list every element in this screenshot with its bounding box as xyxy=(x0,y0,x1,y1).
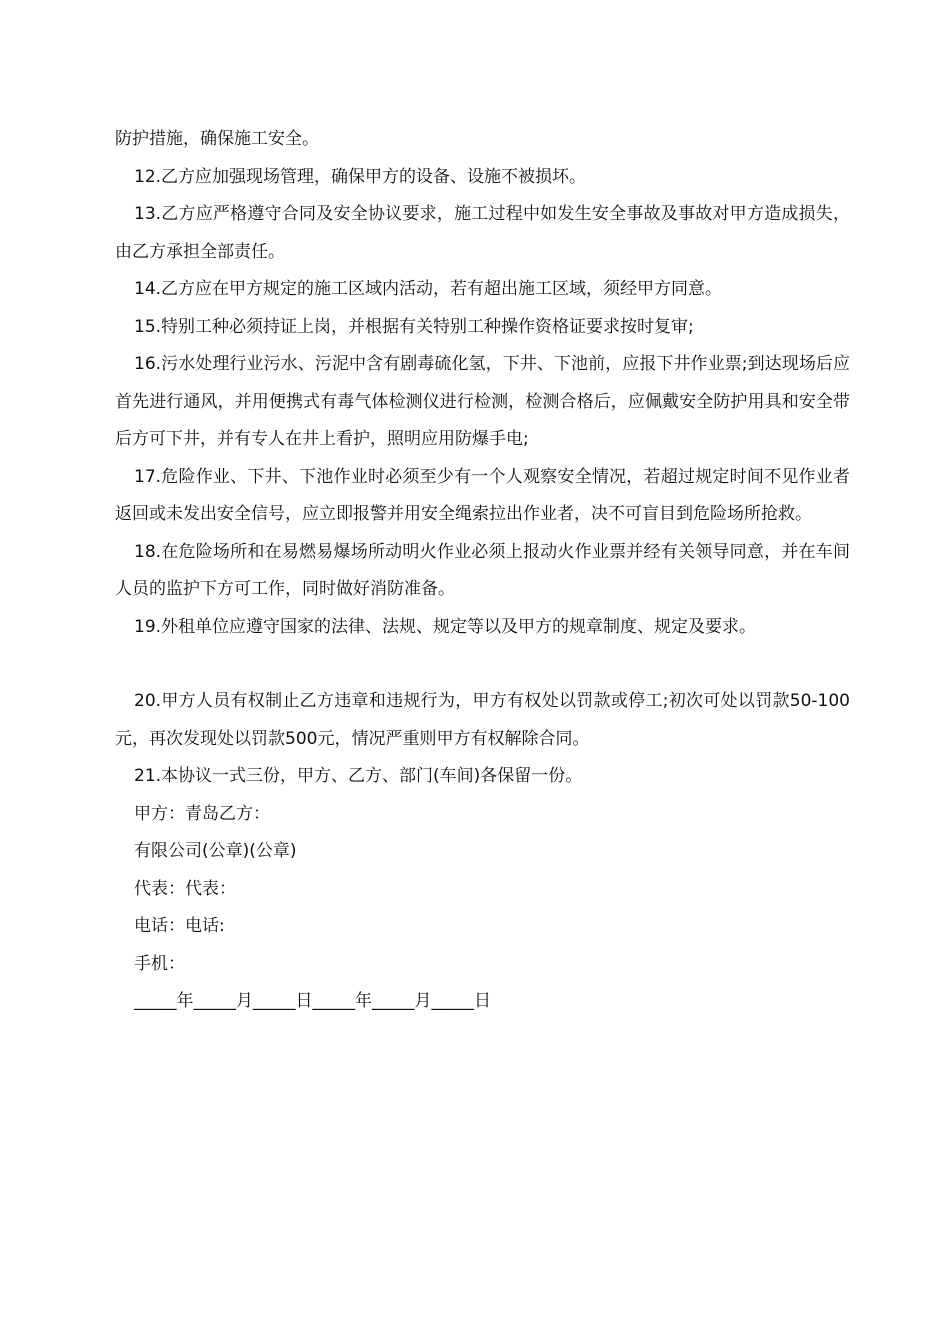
signature-phone: 电话：电话: xyxy=(134,916,225,936)
signature-mobile: 手机： xyxy=(134,953,185,974)
clause-17: 17.危险作业、下井、下池作业时必须至少有一个人观察安全情况，若超过规定时间不见作业者返回或未发出安全信号，应立即报警并用安全绳索拉出作业者，决不可盲目到危险场所抢救。 xyxy=(115,466,850,524)
clause-20: 20.甲方人员有权制止乙方违章和违规行为，甲方有权处以罚款或停工;初次可处以罚款50-100元，再次发现处以罚款500元，情况严重则甲方有权解除合同。 xyxy=(115,691,850,749)
signature-representative: 代表：代表： xyxy=(134,878,236,899)
paragraph-gap xyxy=(115,646,850,683)
paragraph-continuation: 防护措施，确保施工安全。 xyxy=(115,129,319,149)
clause-19: 19.外租单位应遵守国家的法律、法规、规定等以及甲方的规章制度、规定及要求。 xyxy=(134,616,757,637)
signature-parties: 甲方：青岛乙方： xyxy=(134,803,270,824)
clause-18: 18.在危险场所和在易燃易爆场所动明火作业必须上报动火作业票并经有关领导同意，并在车间人员的监护下方可工作，同时做好消防准备。 xyxy=(115,541,850,599)
clause-21: 21.本协议一式三份，甲方、乙方、部门(车间)各保留一份。 xyxy=(134,766,583,786)
clause-12: 12.乙方应加强现场管理，确保甲方的设备、设施不被损坏。 xyxy=(134,166,587,187)
clause-15: 15.特别工种必须持证上岗，并根据有关特别工种操作资格证要求按时复审; xyxy=(134,316,694,337)
clause-14: 14.乙方应在甲方规定的施工区域内活动，若有超出施工区域，须经甲方同意。 xyxy=(134,279,723,299)
clause-16: 16.污水处理行业污水、污泥中含有剧毒硫化氢，下井、下池前，应报下井作业票;到达现场后应首先进行通风，并用便携式有毒气体检测仪进行检测，检测合格后，应佩戴安全防护用具和安全带后方可下井，并有专人在井上看护，照明应用防爆手电; xyxy=(115,354,850,449)
document-body xyxy=(115,121,850,1021)
signature-company-seal: 有限公司(公章)(公章) xyxy=(134,841,297,861)
clause-13: 13.乙方应严格遵守合同及安全协议要求，施工过程中如发生安全事故及事故对甲方造成损失，由乙方承担全部责任。 xyxy=(115,204,850,262)
signature-date: _____年_____月_____日_____年_____月_____日 xyxy=(134,991,491,1011)
